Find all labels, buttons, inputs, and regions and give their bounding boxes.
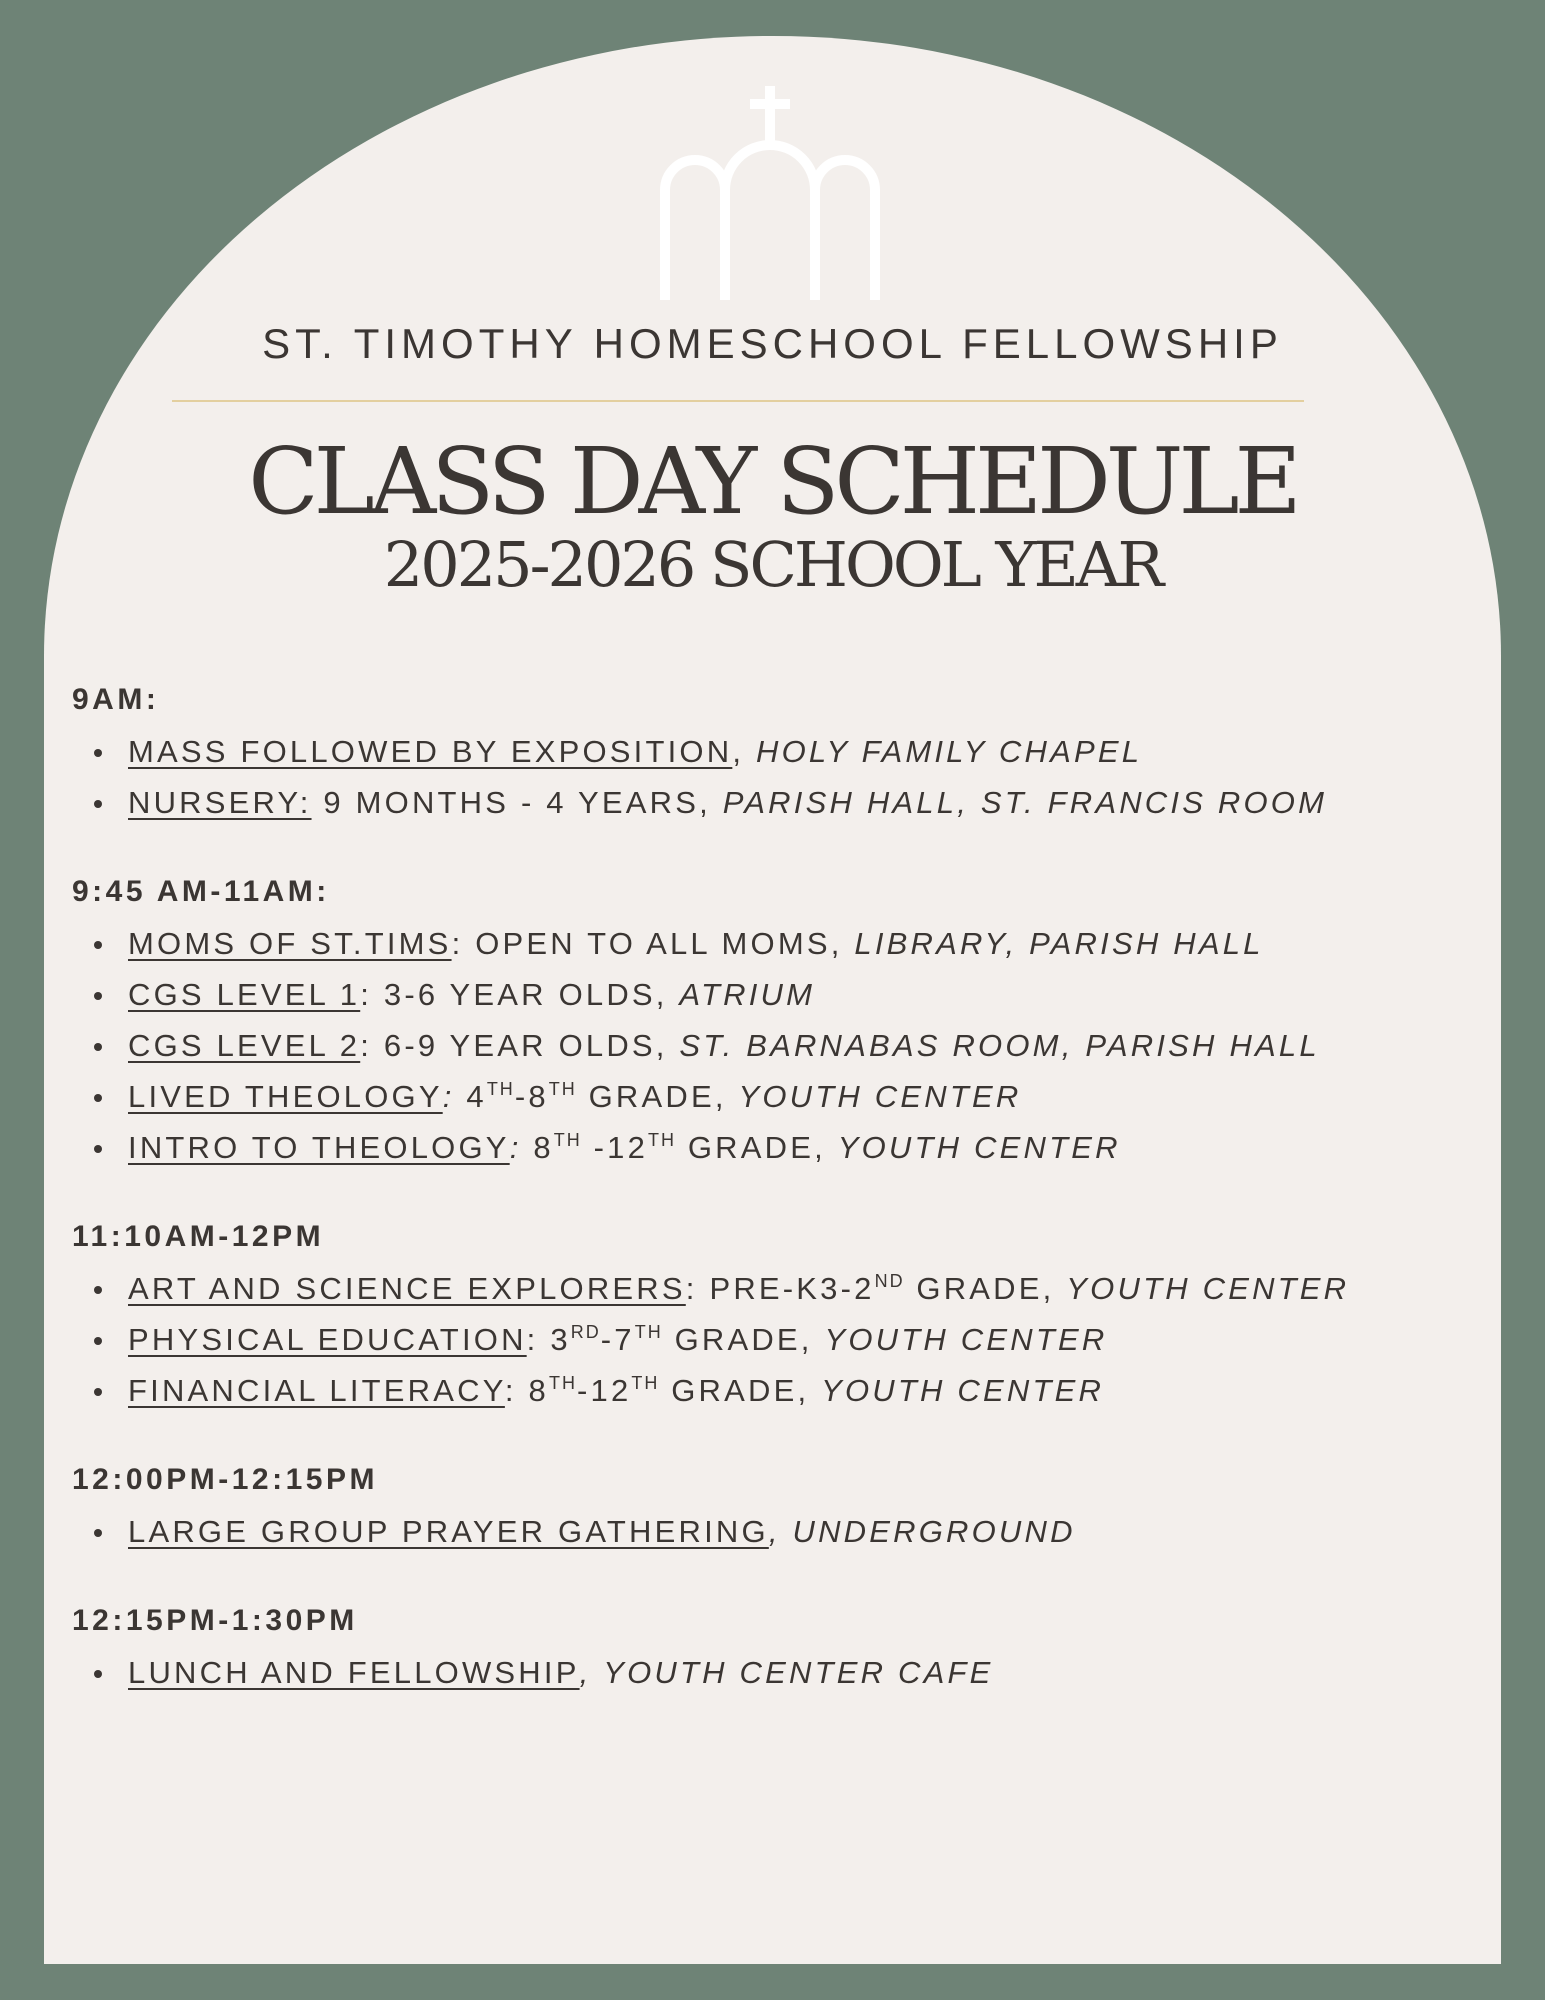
activity-name: MASS FOLLOWED BY EXPOSITION bbox=[128, 734, 733, 769]
page-title: CLASS DAY SCHEDULE bbox=[248, 428, 1297, 535]
activity-name: NURSERY: bbox=[128, 785, 312, 820]
list-item bbox=[72, 777, 1492, 828]
activity-name: CGS LEVEL 2 bbox=[128, 1028, 361, 1063]
activity-detail: 9 MONTHS - 4 YEARS, bbox=[323, 785, 711, 820]
activity-location: LIBRARY, PARISH HALL bbox=[854, 926, 1264, 961]
activity-detail: OPEN TO ALL MOMS, bbox=[475, 926, 843, 961]
activity-list bbox=[72, 1263, 1492, 1416]
list-item: FINANCIAL LITERACY: 8TH-12TH GRADE, YOUTH CENTER bbox=[72, 1365, 1492, 1416]
schedule-block bbox=[72, 1460, 1492, 1557]
activity-name: CGS LEVEL 1 bbox=[128, 977, 361, 1012]
activity-location: YOUTH CENTER bbox=[1066, 1271, 1350, 1306]
list-item: PHYSICAL EDUCATION: 3RD-7TH GRADE, YOUTH CENTER bbox=[72, 1314, 1492, 1365]
activity-location: ST. BARNABAS ROOM, PARISH HALL bbox=[679, 1028, 1320, 1063]
activity-name: LUNCH AND FELLOWSHIP bbox=[128, 1655, 580, 1690]
activity-detail: 6-9 YEAR OLDS, bbox=[383, 1028, 668, 1063]
list-item: LUNCH AND FELLOWSHIP, YOUTH CENTER CAFE bbox=[72, 1647, 1492, 1698]
activity-location: YOUTH CENTER bbox=[738, 1079, 1022, 1114]
list-item: LARGE GROUP PRAYER GATHERING, UNDERGROUND bbox=[72, 1506, 1492, 1557]
activity-location: PARISH HALL, ST. FRANCIS ROOM bbox=[722, 785, 1328, 820]
time-slot: 11:10AM-12PM bbox=[72, 1220, 325, 1253]
schedule-block bbox=[72, 872, 1492, 1173]
time-slot: 9:45 AM-11AM: bbox=[72, 875, 330, 908]
activity-location: YOUTH CENTER bbox=[824, 1322, 1108, 1357]
activity-location: UNDERGROUND bbox=[792, 1514, 1076, 1549]
activity-location: YOUTH CENTER CAFE bbox=[603, 1655, 994, 1690]
list-item: CGS LEVEL 2: 6-9 YEAR OLDS, ST. BARNABAS ROOM, PARISH HALL bbox=[72, 1020, 1492, 1071]
activity-name: PHYSICAL EDUCATION bbox=[128, 1322, 527, 1357]
activity-name: LIVED THEOLOGY bbox=[128, 1079, 443, 1114]
time-slot: 12:15PM-1:30PM bbox=[72, 1604, 358, 1637]
list-item: INTRO TO THEOLOGY: 8TH -12TH GRADE, YOUTH CENTER bbox=[72, 1122, 1492, 1173]
activity-name: INTRO TO THEOLOGY bbox=[128, 1130, 510, 1165]
list-item: CGS LEVEL 1: 3-6 YEAR OLDS, ATRIUM bbox=[72, 969, 1492, 1020]
activity-detail: 3-6 YEAR OLDS, bbox=[383, 977, 668, 1012]
activity-list bbox=[72, 726, 1492, 828]
page-subtitle: 2025-2026 SCHOOL YEAR bbox=[383, 528, 1162, 601]
list-item: ART AND SCIENCE EXPLORERS: PRE-K3-2ND GRADE, YOUTH CENTER bbox=[72, 1263, 1492, 1314]
activity-list bbox=[72, 918, 1492, 1173]
schedule-block bbox=[72, 1217, 1492, 1416]
activity-name: FINANCIAL LITERACY bbox=[128, 1373, 505, 1408]
activity-list bbox=[72, 1506, 1492, 1557]
activity-location: ATRIUM bbox=[679, 977, 816, 1012]
church-cross-icon bbox=[650, 80, 890, 300]
schedule-block bbox=[72, 680, 1492, 828]
time-slot: 9AM: bbox=[72, 683, 160, 716]
activity-location: HOLY FAMILY CHAPEL bbox=[756, 734, 1143, 769]
activity-list bbox=[72, 1647, 1492, 1698]
list-item: MASS FOLLOWED BY EXPOSITION, HOLY FAMILY CHAPEL bbox=[72, 726, 1492, 777]
organization-name: ST. TIMOTHY HOMESCHOOL FELLOWSHIP bbox=[262, 320, 1283, 367]
schedule bbox=[72, 680, 1492, 1742]
activity-name: LARGE GROUP PRAYER GATHERING bbox=[128, 1514, 769, 1549]
activity-name: MOMS OF ST.TIMS bbox=[128, 926, 452, 961]
activity-location: YOUTH CENTER bbox=[837, 1130, 1121, 1165]
list-item: MOMS OF ST.TIMS: OPEN TO ALL MOMS, LIBRARY, PARISH HALL bbox=[72, 918, 1492, 969]
activity-location: YOUTH CENTER bbox=[821, 1373, 1105, 1408]
divider bbox=[172, 400, 1304, 402]
time-slot: 12:00PM-12:15PM bbox=[72, 1463, 378, 1496]
schedule-block bbox=[72, 1601, 1492, 1698]
list-item: LIVED THEOLOGY: 4TH-8TH GRADE, YOUTH CENTER bbox=[72, 1071, 1492, 1122]
activity-name: ART AND SCIENCE EXPLORERS bbox=[128, 1271, 686, 1306]
